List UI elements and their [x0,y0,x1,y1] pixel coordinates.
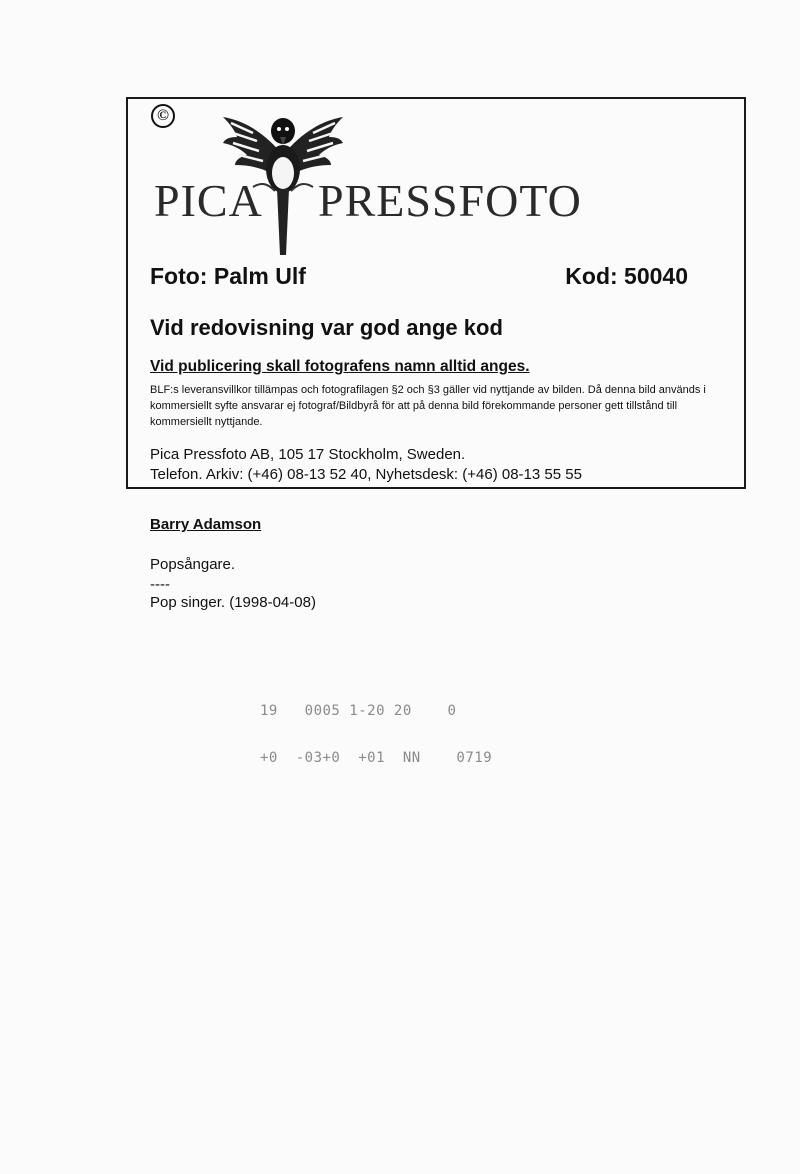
logo-text-pressfoto: PRESSFOTO [318,175,582,226]
copyright-symbol: © [151,104,175,128]
agency-contact [150,445,582,485]
caption-separator: ---- [150,576,170,593]
description-swedish: Popsångare. [150,556,236,573]
photo-agency-stamp [126,97,746,489]
agency-phone: Telefon. Arkiv: (+46) 08-13 52 40, Nyhetsdesk: (+46) 08-13 55 55 [150,466,582,483]
code-instruction: Vid redovisning var god ange kod [150,315,503,340]
logo-text-pica: PICA [154,175,263,226]
photo-code: Kod: 50040 [565,263,688,289]
agency-address: Pica Pressfoto AB, 105 17 Stockholm, Sweden. [150,446,466,463]
description-english: Pop singer. (1998-04-08) [150,594,316,611]
photographer-credit: Foto: Palm Ulf [150,263,306,289]
license-terms: BLF:s leveransvillkor tillämpas och fotografilagen §2 och §3 gäller vid nyttjande av bilden. Då denna bild används i kommersiellt syfte ansvarar ej fotograf/Bildbyrå för att på denna bild förekommande personer gett tillstånd till kommersiellt nyttjande. [150,384,706,428]
photo-caption [150,515,316,613]
credit-notice: Vid publicering skall fotografens namn alltid anges. [150,358,530,375]
archive-code-line-2: +0 -03+0 +01 NN 0719 [260,750,493,766]
subject-name: Barry Adamson [150,516,262,533]
archive-code-line-1: 19 0005 1-20 20 0 [260,703,457,719]
